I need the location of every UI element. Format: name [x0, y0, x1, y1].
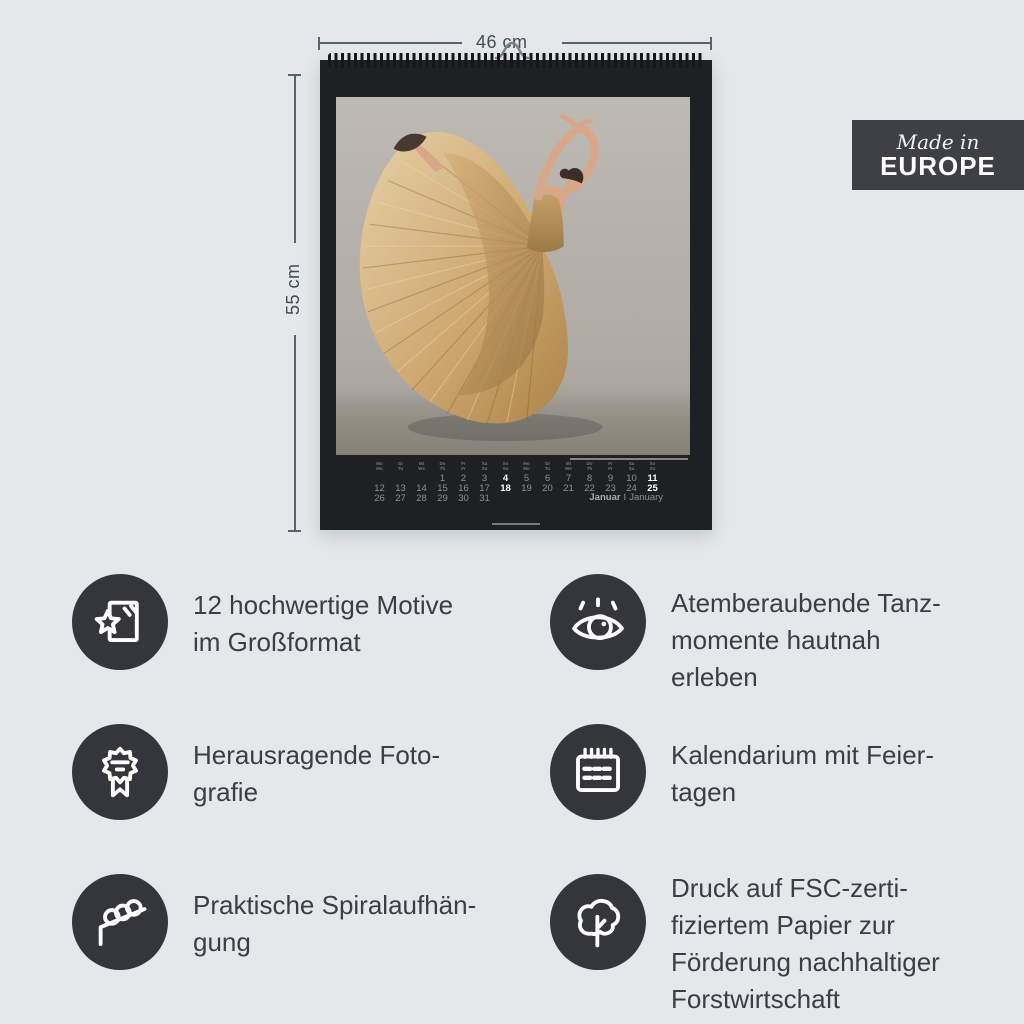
month-label-en: January [629, 492, 663, 503]
date-cell: 2 [460, 473, 467, 484]
award-icon [72, 724, 168, 820]
picture-star-icon [72, 574, 168, 670]
date-cell: 7 [565, 473, 572, 484]
date-cell: 13 [395, 483, 406, 494]
date-cell: 5 [523, 473, 530, 484]
date-cell: 31 [479, 493, 490, 504]
feature-spiral-hanging [72, 874, 476, 970]
date-cell: 11 [647, 473, 658, 484]
date-cell: 24 [626, 483, 637, 494]
spiral-binding [328, 53, 704, 68]
weekday-cell: So Su [649, 461, 656, 471]
feature-text: Atemberaubende Tanz- momente hautnah erleben [671, 588, 941, 692]
date-cell: 25 [647, 483, 658, 494]
weekday-cell: So Su [502, 461, 509, 471]
calendar-grid [369, 462, 663, 504]
date-cell: 9 [607, 473, 614, 484]
date-cell: 19 [521, 483, 532, 494]
weekday-cell: Mi We [565, 461, 572, 471]
date-cell: 28 [416, 493, 427, 504]
date-cell: 30 [458, 493, 469, 504]
badge-line2: EUROPE [880, 150, 996, 181]
date-cell: 10 [626, 473, 637, 484]
date-cell: 20 [542, 483, 553, 494]
month-separator: I [623, 492, 627, 503]
date-cell: 29 [437, 493, 448, 504]
empty-cell [558, 494, 579, 504]
month-label-de: Januar [589, 492, 621, 503]
date-cell: 15 [437, 483, 448, 494]
weekday-cell: Do Th [586, 461, 593, 471]
date-cell: 6 [544, 473, 551, 484]
weekday-cell: Sa Sa [628, 461, 635, 471]
dimension-line [294, 76, 296, 243]
calendar-icon [550, 724, 646, 820]
weekday-cell: Mo Mo [376, 461, 383, 471]
feature-dance-moments [550, 574, 941, 696]
height-dimension-label: 55 cm [283, 263, 303, 315]
tree-icon [550, 874, 646, 970]
dimension-tick [288, 530, 301, 532]
feature-motifs [72, 574, 453, 670]
date-cell: 14 [416, 483, 427, 494]
badge-line1: Made in [896, 129, 980, 154]
calendar-mockup [320, 60, 712, 530]
weekday-cell: Di Tu [544, 461, 551, 471]
empty-cell [516, 494, 537, 504]
date-cell: 1 [439, 473, 446, 484]
weekday-cell: Do Th [439, 461, 446, 471]
feature-photography [72, 724, 440, 820]
feature-text: Druck auf FSC-zerti- fiziertem Papier zur Förderung nachhaltiger Forstwirtschaft [671, 873, 940, 1014]
empty-cell [537, 494, 558, 504]
eye-icon [550, 574, 646, 670]
date-cell: 21 [563, 483, 574, 494]
date-cell: 4 [502, 473, 509, 484]
dimension-line [320, 42, 462, 44]
feature-text: Kalendarium mit Feier- tagen [671, 740, 934, 807]
cover-photo-dancer [336, 97, 690, 455]
date-cell: 16 [458, 483, 469, 494]
date-cell: 17 [479, 483, 490, 494]
weekday-cell: Fr Fr [608, 461, 613, 471]
dimension-line [294, 335, 296, 531]
feature-calendarium [550, 724, 934, 820]
dimension-tick [710, 37, 712, 50]
dimension-line [562, 42, 710, 44]
photo-credit-text [570, 458, 688, 460]
copyright-text [492, 523, 540, 525]
feature-text: 12 hochwertige Motive im Großformat [193, 590, 454, 657]
weekday-cell: Fr Fr [461, 461, 466, 471]
weekday-cell: Di Tu [397, 461, 404, 471]
weekday-cell: Mo Mo [523, 461, 530, 471]
date-cell: 8 [586, 473, 593, 484]
date-cell: 3 [481, 473, 488, 484]
date-cell: 23 [605, 483, 616, 494]
empty-cell [495, 494, 516, 504]
feature-text: Herausragende Foto- grafie [193, 740, 441, 807]
date-cell: 27 [395, 493, 406, 504]
date-cell: 26 [374, 493, 385, 504]
month-label [589, 493, 663, 503]
weekday-cell: Sa Sa [481, 461, 488, 471]
made-in-europe-badge [852, 120, 1024, 190]
weekday-cell: Mi We [418, 461, 425, 471]
date-cell: 18 [500, 483, 511, 494]
width-dimension-label: 46 cm [476, 32, 528, 52]
feature-fsc-paper [550, 874, 940, 1018]
feature-text: Praktische Spiralaufhän- gung [193, 890, 477, 957]
date-cell: 22 [584, 483, 595, 494]
spiral-icon [72, 874, 168, 970]
date-cell: 12 [374, 483, 385, 494]
